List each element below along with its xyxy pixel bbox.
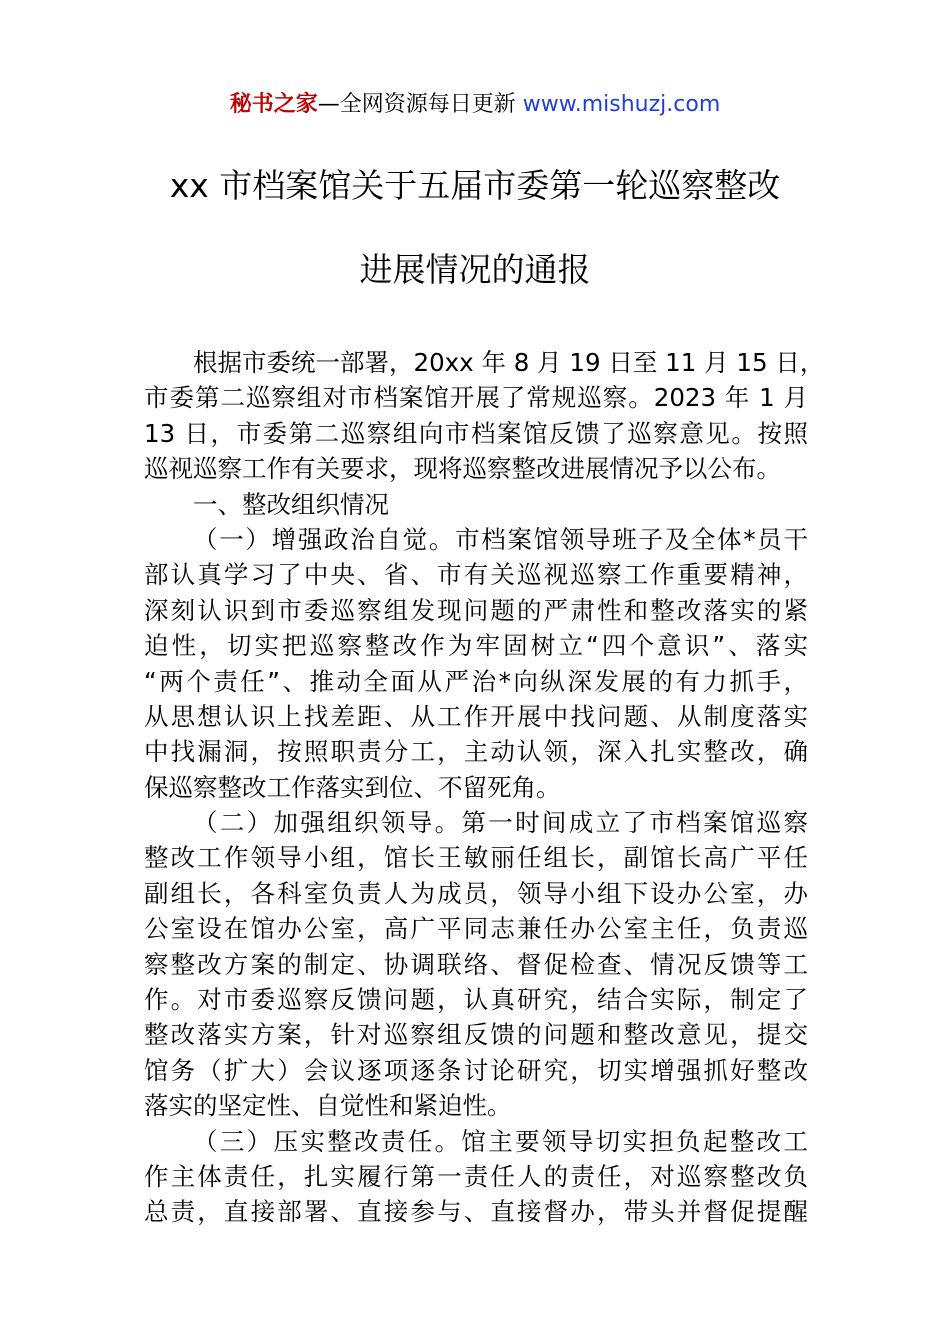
paragraph-item-1 [144,522,808,805]
text-line: 根据市委统一部署，20xx 年 8 月 19 日至 11 月 15 日， [193,348,825,377]
section-heading-text: 一、整改组织情况 [193,489,389,519]
text-line: 副组长，各科室负责人为成员，领导小组下设办公室，办 [144,878,808,908]
text-line: 作主体责任，扎实履行第一责任人的责任，对巡察整改负 [144,1161,808,1191]
text-line: 巡视巡察工作有关要求，现将巡察整改进展情况予以公布。 [144,454,781,484]
text-line: 部认真学习了中央、省、市有关巡视巡察工作重要精神， [144,560,808,590]
brand-name: 秘书之家 [229,92,318,117]
text-line: 中找漏洞，按照职责分工，主动认领，深入扎实整改，确 [144,737,808,767]
paragraph-intro [144,345,825,487]
text-line: 市委第二巡察组对市档案馆开展了常规巡察。2023 年 1 月 [144,383,808,413]
text-line: 保巡察整改工作落实到位、不留死角。 [144,772,561,802]
text-line: 落实的坚定性、自觉性和紧迫性。 [144,1091,512,1121]
text-line: 公室设在馆办公室，高广平同志兼任办公室主任，负责巡 [144,914,808,944]
text-line: “两个责任”、推动全面从严治*向纵深发展的有力抓手， [144,666,808,696]
document-body [144,345,825,1230]
text-line: 13 日，市委第二巡察组向市档案馆反馈了巡察意见。按照 [144,418,808,448]
paragraph-item-3 [144,1124,808,1230]
text-line: 从思想认识上找差距、从工作开展中找问题、从制度落实 [144,701,808,731]
header-slogan: —全网资源每日更新 [317,92,516,117]
site-header [0,88,950,122]
site-url-link[interactable]: www.mishuzj.com [522,92,721,117]
text-line: 深刻认识到市委巡察组发现问题的严肃性和整改落实的紧 [144,595,808,625]
text-line: 馆务（扩大）会议逐项逐条讨论研究，切实增强抓好整改 [144,1055,808,1085]
title-line-1: xx 市档案馆关于五届市委第一轮巡察整改 [169,166,781,205]
text-line: 察整改方案的制定、协调联络、督促检查、情况反馈等工 [144,949,808,979]
text-line: 整改工作领导小组，馆长王敏丽任组长，副馆长高广平任 [144,843,808,873]
text-line: 总责，直接部署、直接参与、直接督办，带头并督促提醒 [144,1197,808,1227]
text-line: 整改落实方案，针对巡察组反馈的问题和整改意见，提交 [144,1020,808,1050]
text-line: 迫性，切实把巡察整改作为牢固树立“四个意识”、落实 [144,631,808,661]
text-line: （一）增强政治自觉。市档案馆领导班子及全体*员干 [193,524,808,554]
document-title [100,160,850,328]
section-heading [144,487,808,522]
paragraph-item-2 [144,805,808,1124]
text-line: 作。对市委巡察反馈问题，认真研究，结合实际，制定了 [144,985,808,1015]
text-line: （二）加强组织领导。第一时间成立了市档案馆巡察 [193,808,808,838]
text-line: （三）压实整改责任。馆主要领导切实担负起整改工 [193,1126,808,1156]
title-line-2: 进展情况的通报 [359,250,591,289]
